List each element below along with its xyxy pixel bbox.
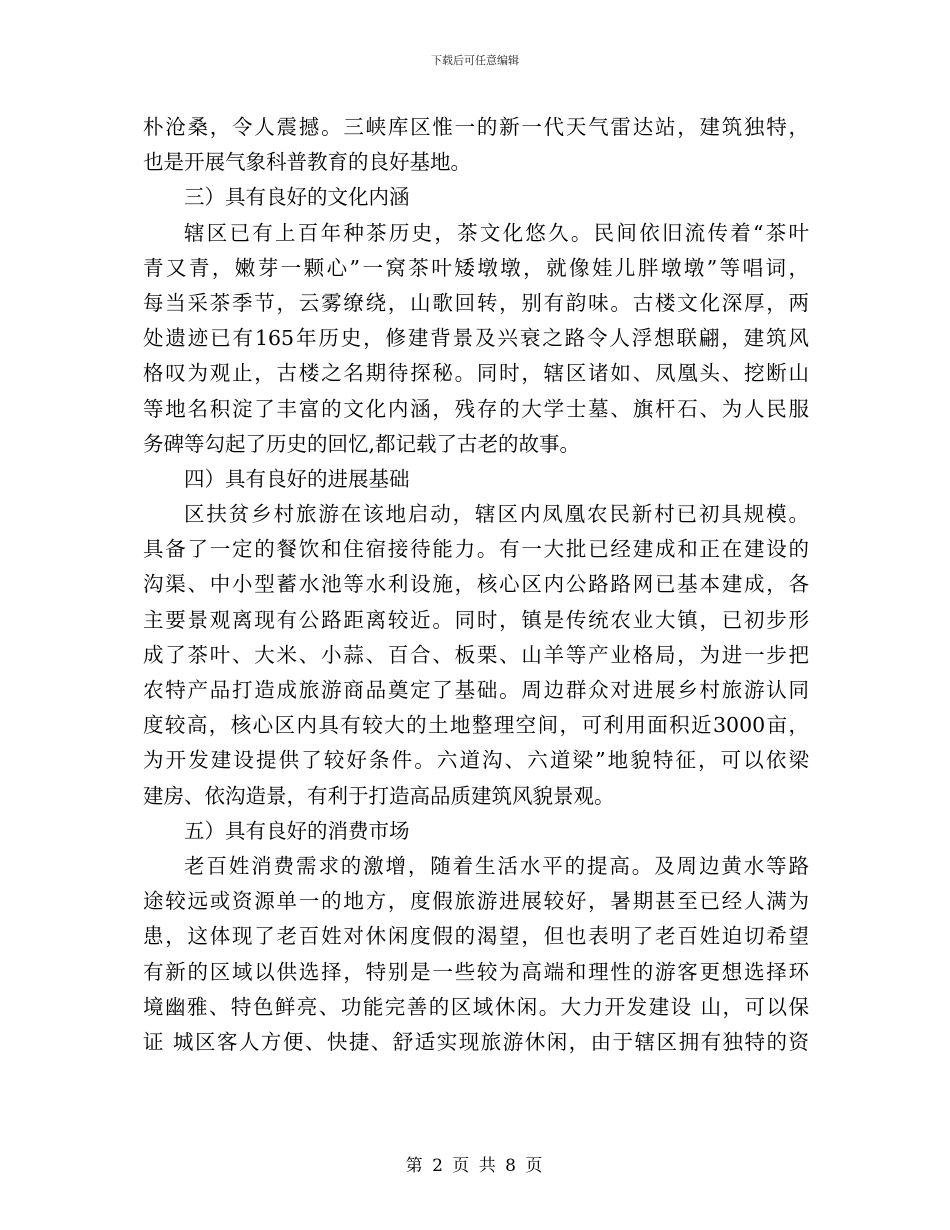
text-line: 务碑等勾起了历史的回忆,都记载了古老的故事。 — [143, 431, 581, 456]
text-line: 也是开展气象科普教育的良好基地。 — [143, 150, 471, 175]
text-line: 具备了一定的餐饮和住宿接待能力。有一大批已经建成和正在建设的 — [143, 537, 809, 562]
text-line: 朴沧桑，令人震撼。三峡库区惟一的新一代天气雷达站，建筑独特， — [143, 115, 809, 139]
text-line: 患，这体现了老百姓对休闲度假的渴望，但也表明了老百姓迫切希望 — [143, 924, 809, 949]
text-line: 区扶贫乡村旅游在该地启动，辖区内凤凰农民新村已初具规模。 — [184, 502, 809, 527]
text-line: 格叹为观止，古楼之名期待探秘。同时，辖区诸如、凤凰头、挖断山 — [143, 361, 809, 386]
text-line: 辖区已有上百年种茶历史，茶文化悠久。民间依旧流传着“茶叶 — [184, 220, 809, 245]
text-line: 青又青，嫩芽一颗心”一窝茶叶矮墩墩，就像娃儿胖墩墩”等唱词， — [143, 255, 809, 280]
text-line: 成了茶叶、大米、小蒜、百合、板栗、山羊等产业格局，为进一步把 — [143, 642, 809, 667]
text-line: 有新的区域以供选择，特别是一些较为高端和理性的游客更想选择环 — [143, 959, 809, 984]
text-line: 处遗迹已有165年历史，修建背景及兴衰之路令人浮想联翩，建筑风 — [143, 326, 809, 351]
page-header: 下载后可任意编辑 — [431, 54, 519, 67]
text-line: 老百姓消费需求的激增，随着生活水平的提高。及周边黄水等路 — [184, 853, 809, 878]
document-body — [143, 110, 809, 1060]
text-line: 沟渠、中小型蓄水池等水利设施，核心区内公路路网已基本建成，各 — [143, 572, 809, 597]
text-line: 主要景观离现有公路距离较近。同时，镇是传统农业大镇，已初步形 — [143, 607, 809, 632]
text-line: 农特产品打造成旅游商品奠定了基础。周边群众对进展乡村旅游认同 — [143, 678, 809, 702]
text-line: 度较高，核心区内具有较大的土地整理空间，可利用面积近3000亩， — [143, 713, 809, 738]
text-line: 途较远或资源单一的地方，度假旅游进展较好，暑期甚至已经人满为 — [143, 889, 809, 914]
section-heading: 三）具有良好的文化内涵 — [184, 185, 410, 210]
page-number: 第 2 页 共 8 页 — [405, 1156, 545, 1176]
text-line: 境幽雅、特色鲜亮、功能完善的区域休闲。大力开发建设 山，可以保 — [143, 994, 809, 1019]
text-line: 等地名积淀了丰富的文化内涵，残存的大学士墓、旗杆石、为人民服 — [143, 396, 809, 421]
text-line: 证 城区客人方便、快捷、舒适实现旅游休闲，由于辖区拥有独特的资 — [143, 1029, 809, 1054]
section-heading: 四）具有良好的进展基础 — [184, 466, 410, 491]
text-line: 每当采茶季节，云雾缭绕，山歌回转，别有韵味。古楼文化深厚，两 — [143, 290, 809, 315]
text-line: 为开发建设提供了较好条件。六道沟、六道梁”地貌特征，可以依梁 — [143, 748, 809, 773]
section-heading: 五）具有良好的消费市场 — [184, 818, 410, 843]
text-line: 建房、依沟造景，有利于打造高品质建筑风貌景观。 — [143, 783, 615, 808]
